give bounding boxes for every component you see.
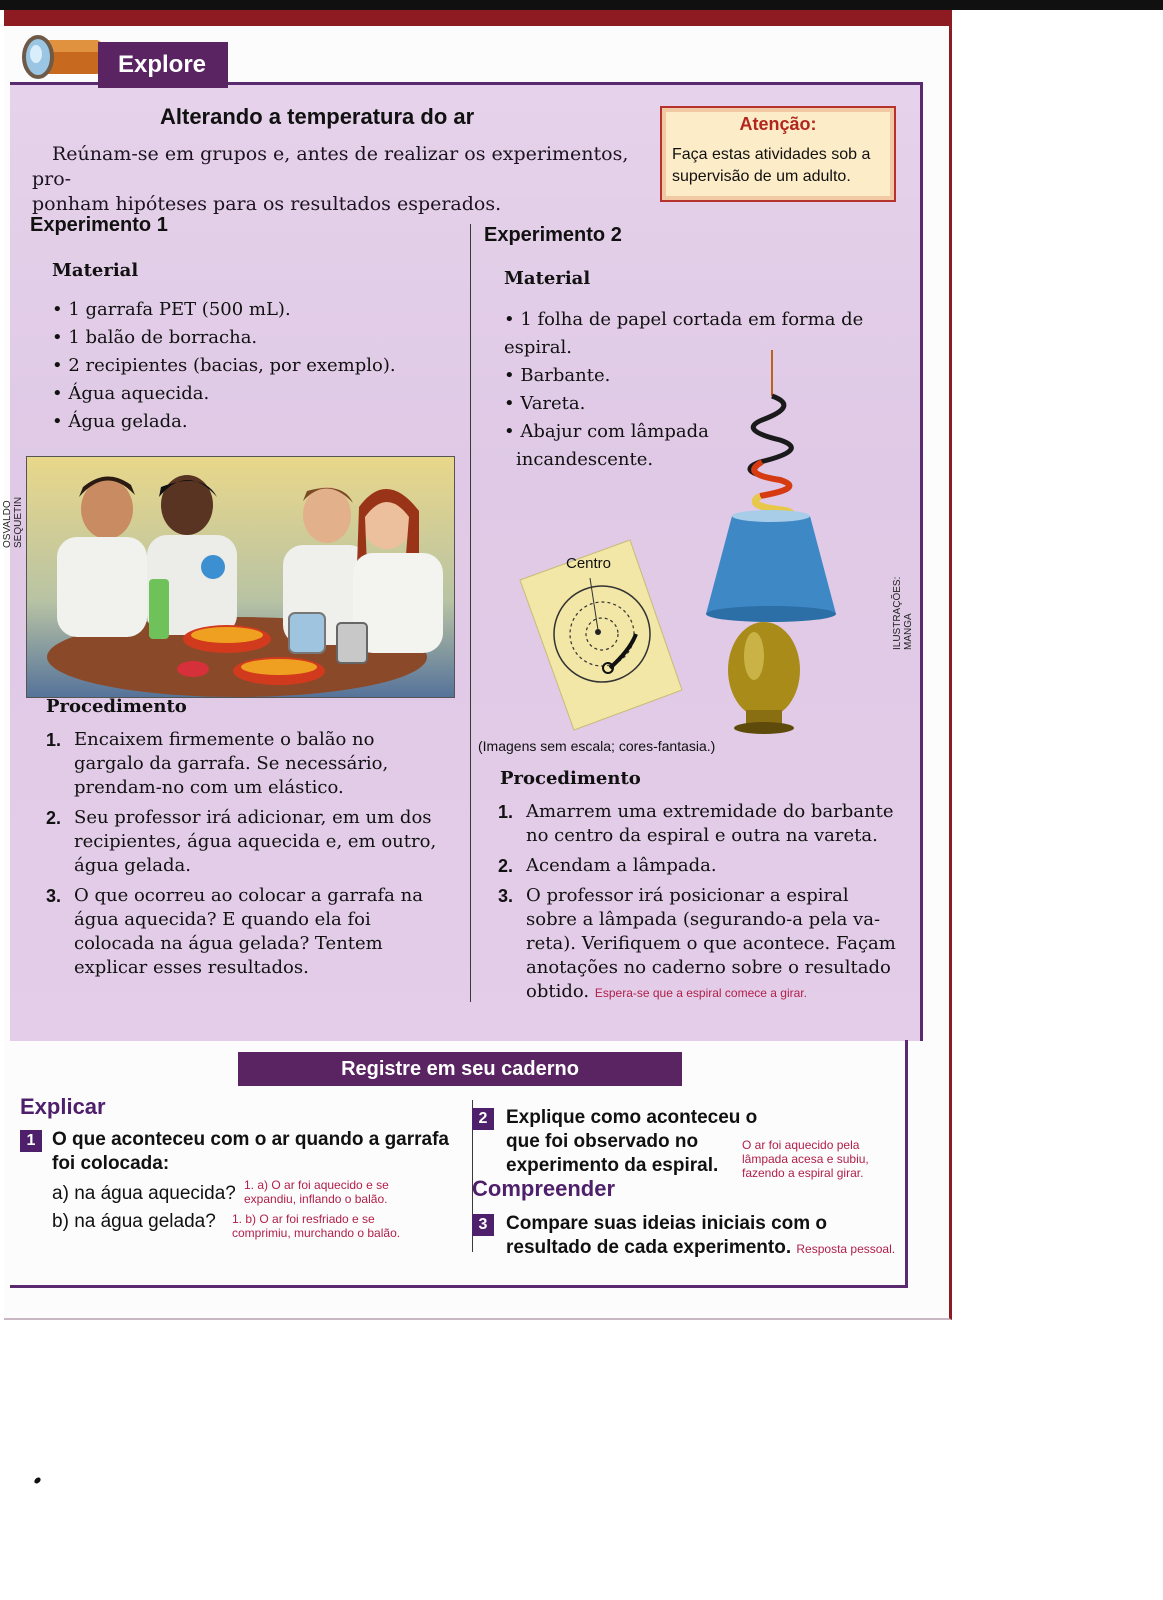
experiment1-material-heading: Material (52, 260, 139, 281)
answer-3: Resposta pessoal. (796, 1242, 896, 1256)
experiment2-material-heading: Material (504, 268, 591, 289)
illustration-credit-2: ILUSTRAÇÕES: MANGA (892, 576, 914, 650)
experiment2-steps (498, 800, 900, 1011)
answer-2: O ar foi aquecido pela lâmpada acesa e subiu, fazendo a espiral girar. (742, 1138, 869, 1180)
list-item: • 1 folha de papel cortada em forma de espiral. (504, 309, 864, 358)
intro-line-2: ponham hipóteses para os resultados esperados. (32, 193, 502, 215)
list-item: 3. O professor irá posicionar a espiral sobre a lâmpada (segurando-a pela va-reta). Verifiquem o que acontece. Façam anotações no caderno sobre o resultado obtido. Espera-se que a espiral comece a girar. (498, 885, 896, 1002)
experiment1-heading: Experimento 1 (30, 214, 168, 236)
experiment1-steps (46, 728, 448, 986)
answer-1a: 1. a) O ar foi aquecido e se expandiu, inflando o balão. (244, 1178, 389, 1206)
question-1: 1 O que aconteceu com o ar quando a garrafa foi colocada: (20, 1128, 450, 1176)
attention-box (660, 106, 896, 202)
experiment2-procedure-heading: Procedimento (500, 768, 641, 789)
list-item: • Água aquecida. (52, 383, 210, 404)
experiment1-procedure-heading: Procedimento (46, 696, 187, 717)
list-item: 1. Encaixem firmemente o balão no gargalo da garrafa. Se necessário, prendam-no com um elástico. (46, 729, 389, 798)
answer-1b: 1. b) O ar foi resfriado e se comprimiu, murchando o balão. (232, 1212, 401, 1240)
telescope-icon (16, 28, 104, 84)
illustration-credit-1: OSVALDO SEQUETIN (2, 496, 24, 548)
page-top-band (4, 10, 952, 26)
question-2: 2 Explique como aconteceu o que foi observado no experimento da espiral. (472, 1106, 912, 1178)
list-item: • 1 balão de borracha. (52, 327, 258, 348)
list-item: 3. O que ocorreu ao colocar a garrafa na água aquecida? E quando ela foi colocada na água gelada? Tentem explicar esses resultados. (46, 885, 423, 978)
question-1b: b) na água gelada? (52, 1211, 216, 1232)
students-illustration (26, 456, 455, 698)
question-1a: a) na água aquecida? (52, 1183, 236, 1204)
register-bar: Registre em seu caderno (238, 1052, 682, 1086)
question-number: 2 (472, 1108, 494, 1130)
page-title: Alterando a temperatura do ar (160, 104, 475, 129)
intro-text (32, 142, 642, 217)
attention-text: Faça estas atividades sob a supervisão de um adulto. (672, 146, 871, 185)
experiment2-heading: Experimento 2 (484, 224, 622, 246)
experiment1-materials (52, 296, 452, 436)
question-3: 3 Compare suas ideias iniciais com o resultado de cada experimento. Resposta pessoal. (472, 1212, 912, 1261)
list-item: • 1 garrafa PET (500 mL). (52, 299, 291, 320)
intro-line-1: Reúnam-se em grupos e, antes de realizar os experimentos, pro- (32, 143, 629, 190)
experiment2-answer: Espera-se que a espiral comece a girar. (594, 986, 807, 1000)
explain-heading: Explicar (20, 1094, 106, 1119)
question-number: 1 (20, 1130, 42, 1152)
scan-top-edge (0, 0, 1163, 10)
list-item: • Barbante. (504, 365, 611, 386)
list-item: • Vareta. (504, 393, 586, 414)
attention-heading: Atenção: (739, 114, 817, 134)
understand-heading: Compreender (472, 1176, 616, 1201)
figure-caption: (Imagens sem escala; cores-fantasia.) (478, 738, 716, 754)
question-number: 3 (472, 1214, 494, 1236)
scan-speck (33, 1476, 42, 1484)
list-item: 1. Amarrem uma extremidade do barbante no centro da espiral e outra na vareta. (498, 801, 894, 846)
explore-tab: Explore (98, 42, 228, 88)
spiral-center-label: Centro (566, 555, 612, 572)
spiral-lamp-illustration (510, 350, 890, 750)
list-item: • Água gelada. (52, 411, 188, 432)
list-item: 2. Seu professor irá adicionar, em um dos recipientes, água aquecida e, em outro, água gelada. (46, 807, 437, 876)
list-item: • 2 recipientes (bacias, por exemplo). (52, 355, 396, 376)
column-divider (470, 224, 471, 1002)
list-item: • Abajur com lâmpada incandescente. (504, 421, 709, 470)
list-item: 2. Acendam a lâmpada. (498, 855, 717, 876)
